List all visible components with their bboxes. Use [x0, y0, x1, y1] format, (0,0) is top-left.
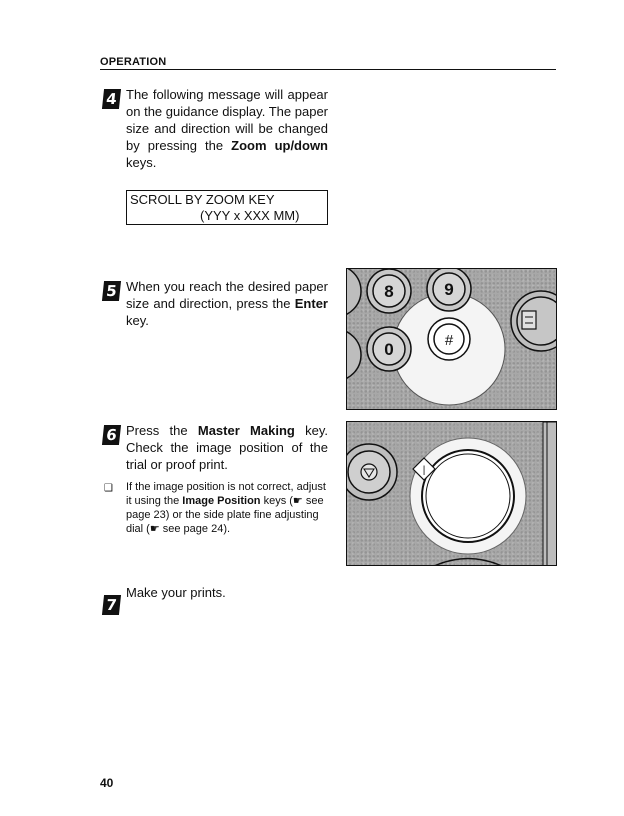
- step-4-text: [126, 86, 328, 171]
- step-5-text-tail: key.: [126, 313, 149, 328]
- start-key-partial: [432, 559, 504, 567]
- key-0-label: 0: [384, 340, 394, 359]
- zoom-key-label: Zoom up/down: [231, 138, 328, 153]
- step-number-4: 4: [102, 89, 121, 109]
- step-6-text-tail: key. Check the image position of the trial or proof print.: [126, 423, 328, 472]
- image-position-keys-label: Image Position: [182, 495, 261, 507]
- key-9-label: 9: [444, 280, 454, 299]
- step-6-text: [126, 422, 328, 473]
- display-line-2: (YYY x XXX MM): [200, 208, 300, 223]
- step-number-7: 7: [102, 595, 121, 615]
- keypad-illustration: [346, 268, 557, 410]
- step-4-text-plain: The following message will appear on the guidance display. The paper size and direction will be changed by pressing the: [126, 87, 328, 153]
- master-making-key-label: Master Making: [197, 423, 295, 438]
- guidance-display-message: [126, 190, 328, 225]
- step-4-text-tail: keys.: [126, 155, 157, 170]
- step-5-text: [126, 278, 328, 329]
- section-header: OPERATION: [100, 56, 556, 70]
- image-position-note: [126, 480, 328, 536]
- key-partial-left-top: [347, 269, 361, 317]
- step-6-text-plain: Press the: [126, 423, 198, 438]
- master-making-drawing: [347, 422, 557, 566]
- step-7-text: Make your prints.: [126, 585, 226, 600]
- svg-text:|: |: [422, 465, 426, 476]
- key-hash-label: #: [444, 332, 454, 349]
- zoom-key-icon: [522, 311, 536, 329]
- key-8-label: 8: [384, 282, 394, 301]
- step-5-text-plain: When you reach the desired paper size and direction, press the: [126, 279, 328, 311]
- note-text-part1: If the image position is not correct, adjust it using the: [126, 481, 326, 507]
- note-bullet-icon: ❑: [104, 483, 113, 494]
- key-partial-left-bottom: [347, 329, 361, 381]
- keypad-drawing: [347, 269, 557, 410]
- panel-edge: [543, 422, 557, 566]
- page-number: 40: [100, 776, 114, 790]
- step-number-5: 5: [102, 281, 121, 301]
- display-line-1: SCROLL BY ZOOM KEY: [130, 192, 275, 207]
- step-number-6: 6: [102, 425, 121, 445]
- note-text-part2: keys (☛ see page 23) or the side plate fine adjusting dial (☛ see page 24).: [126, 495, 324, 535]
- master-making-illustration: [346, 421, 557, 566]
- enter-key-label: Enter: [294, 296, 328, 311]
